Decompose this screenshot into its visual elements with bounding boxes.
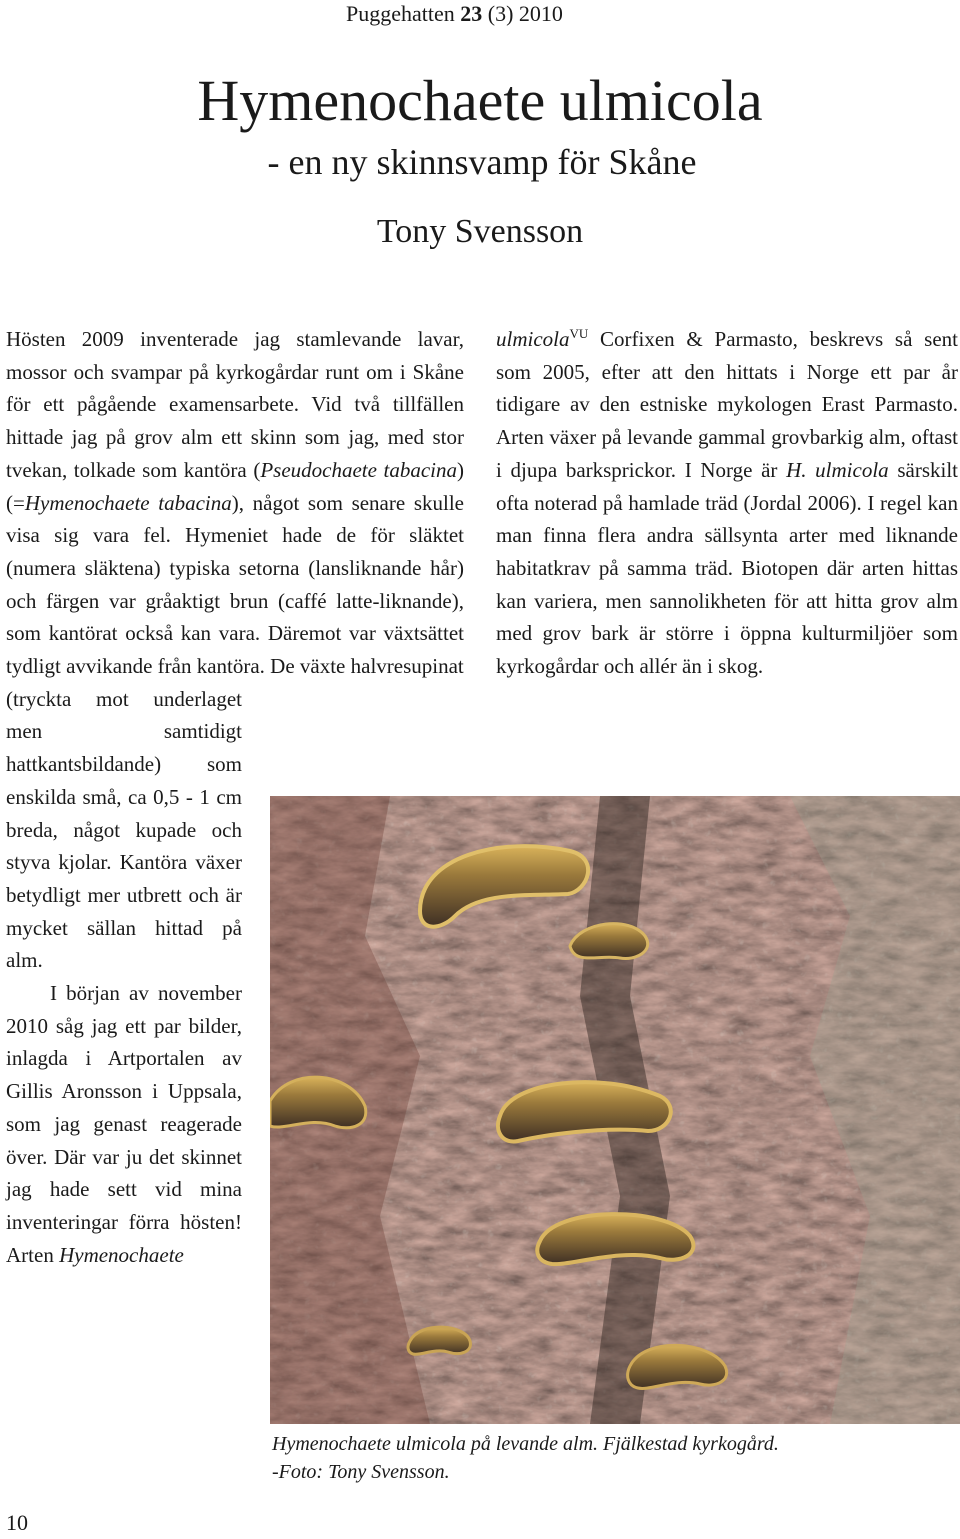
journal-name: Puggehatten [346, 1, 455, 26]
caption-line-1: Hymenochaete ulmicola på levande alm. Fjälkestad kyrkogård. [272, 1433, 779, 1455]
species-name: H. ulmicola [786, 457, 889, 482]
article-title: Hymenochaete ulmicola [197, 68, 763, 133]
text-run: Arten [6, 1242, 60, 1267]
running-header [346, 0, 563, 28]
species-name: Hymenochaete tabacina [24, 490, 232, 515]
text-run: I början av november 2010 såg jag ett par bilder, inlagda i Artportalen av Gillis Aronsson i Uppsala, som jag genast reagerade över. Där var ju det skinnet jag hade sett vid mina inventeringar förra hösten! [6, 981, 242, 1234]
photo-caption [272, 1430, 952, 1486]
page-number: 10 [6, 1510, 28, 1535]
paragraph-2 [6, 977, 242, 1271]
text-run: Corfixen & Parmasto, beskrevs så sent som 2005, efter att den hittats i Norge ett par år tidigare av den estniske mykologen Erast Parmasto. Arten växer på levande gammal grovbarkig alm, oftast i djupa barksprickor. I Norge är [496, 327, 958, 482]
species-name: ulmicola [496, 327, 570, 351]
bark-photo-illustration [270, 796, 960, 1424]
fungus-photo [270, 796, 960, 1424]
paragraph-3 [496, 323, 958, 683]
article-subtitle: - en ny skinnsvamp för Skåne [267, 142, 697, 182]
paragraph-1 [6, 323, 464, 683]
text-run: ), något som senare skulle visa sig vara fel. Hymeniet hade de för släktet (numera släktena) typiska setorna (lansliknande hår) och färgen var gråaktigt brun (caffé latte-liknande), som kantörat också kan vara. Däremot var växtsättet tydligt avvikande från kantöra. De växte halvresupinat [6, 490, 464, 679]
text-run: särskilt ofta noterad på hamlade träd (Jordal 2006). I regel kan man finna flera andra sällsynta arter med liknande habitatkrav på samma träd. Biotopen där arten hittas kan variera, men sannolikheten för att hitta grov alm med grov bark är större i öppna kulturmiljöer som kyrkogårdar och allér än i skog. [496, 457, 958, 679]
caption-line-2: -Foto: Tony Svensson. [272, 1461, 450, 1483]
species-name: Pseudochaete tabacina [260, 457, 457, 482]
redlist-status: VU [569, 326, 589, 341]
journal-issue: (3) 2010 [487, 1, 563, 26]
text-run: Hösten 2009 inventerade jag stamlevande lavar, mossor och svampar på kyrkogårdar runt om i Skåne för ett pågående examensarbete. Vid två tillfällen hittade jag på grov alm ett skinn som jag, med stor tvekan, tolkade som kantöra ( [6, 327, 464, 482]
species-name: Hymenochaete [59, 1242, 184, 1267]
journal-volume: 23 [460, 1, 483, 26]
article-author: Tony Svensson [376, 213, 584, 250]
right-column [496, 323, 958, 683]
text-run: ) (= [6, 457, 464, 515]
paragraph-1-wrap: (tryckta mot underlaget men samtidigt hattkantsbildande) som enskilda små, ca 0,5 - 1 cm breda, något kupade och styva kjolar. Kantöra växer betydligt mer utbrett och är mycket sällan hittad på alm. [6, 686, 242, 973]
